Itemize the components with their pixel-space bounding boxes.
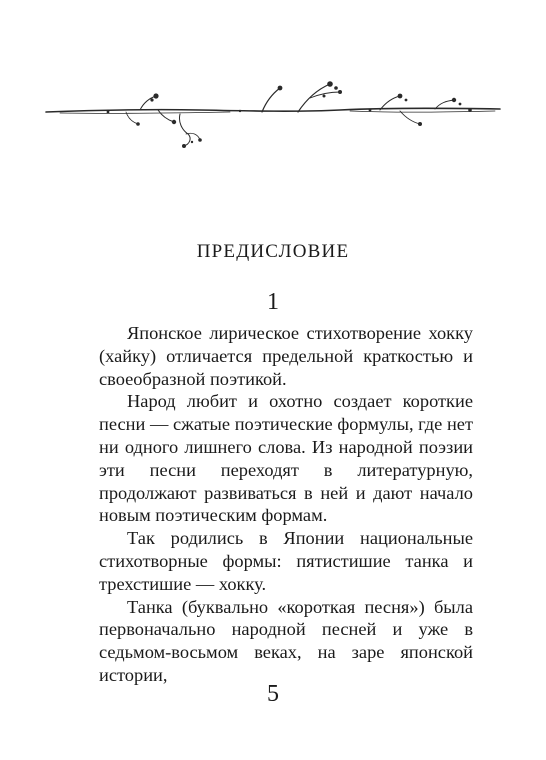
ink-brush-branch-icon <box>40 72 506 154</box>
paragraph: Так родились в Японии национальные стихотворные формы: пятистишие танка и трехстишие — хокку. <box>99 528 473 594</box>
paragraph: Народ любит и охотно создает короткие песни — сжатые поэтические формулы, где нет ни одного лишнего слова. Из народной поэзии эти песни переходят в литературную, продолжают развиваться в ней и дают начало новым поэтическим формам. <box>99 391 473 526</box>
paragraph: Японское лирическое стихотворение хокку (хайку) отличается предельной краткостью и своеобразной поэтикой. <box>99 323 473 389</box>
body-text <box>99 322 473 687</box>
paragraph: Танка (буквально «короткая песня») была первоначально народной песней и уже в седьмом-восьмом веках, на заре японской истории, <box>99 596 473 685</box>
page-number: 5 <box>267 681 279 707</box>
section-title: ПРЕДИСЛОВИЕ <box>196 241 350 262</box>
chapter-number: 1 <box>267 289 279 315</box>
